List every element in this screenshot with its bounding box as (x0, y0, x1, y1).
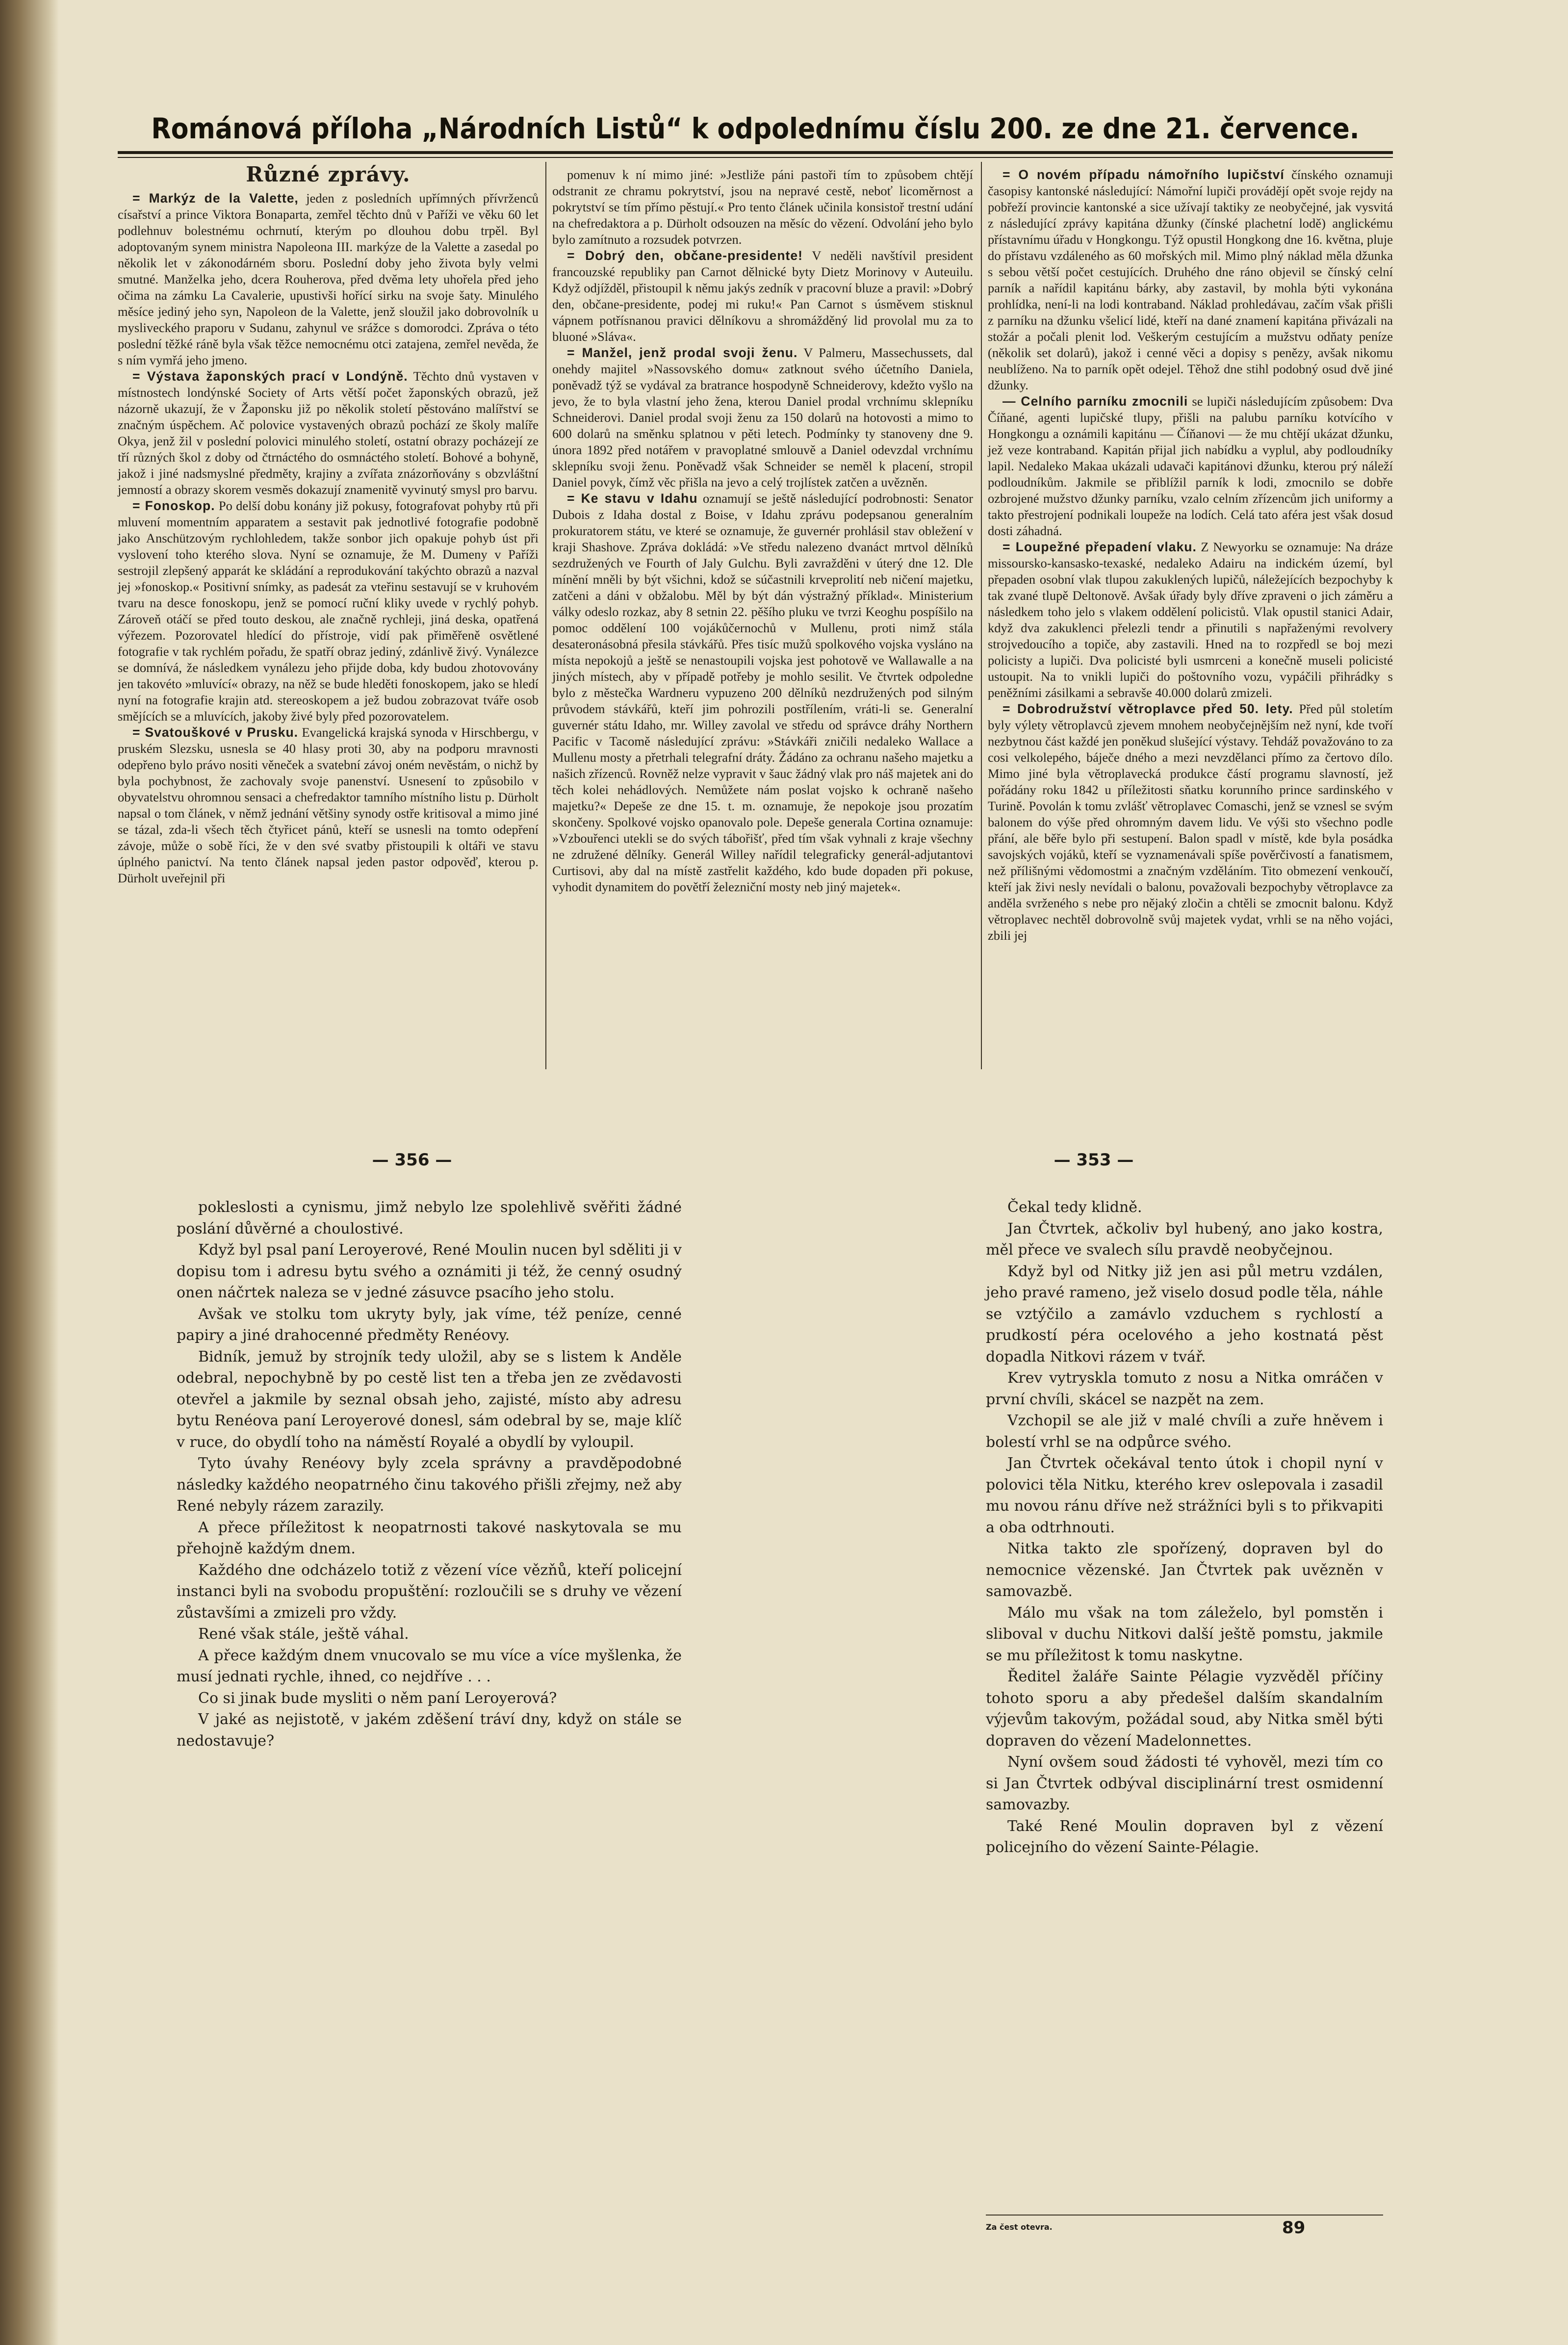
news-item (988, 393, 1393, 539)
story-paragraph: Když byl od Nitky již jen asi půl metru vzdálen, jeho pravé rameno, jež viselo dosud podle těla, náhle se vztýčilo a zamávlo vzduchem s rychlostí a prudkostí péra ocelového a jeho kostnatá pěst dopadla Nitkovi rázem v tvář. (986, 1263, 1383, 1366)
news-item-text: V neděli navštívil president francouzské republiky pan Carnot dělnické byty Dietz Morinovy v Auteuilu. Když odjížděl, přistoupil k němu jakýs zedník v pracovní bluze a pravil: »Dobrý den, občane-presidente, podej mi ruku!« Pan Carnot s úsměvem stisknul vápnem potřísnanou pravici dělníkovu a shromážděný lid provolal mu za to bluoné »Sláva«. (552, 248, 973, 344)
news-item-heading: = Výstava žaponských prací v Londýně. (132, 369, 408, 384)
news-item-heading: = Svatouškové v Prusku. (132, 725, 299, 740)
news-item (988, 539, 1393, 701)
news-item-text: Po delší dobu konány již pokusy, fotografovat pohyby rtů při mluvení momentním apparatem a sestavit pak jednotlivé fotografie podobně jako Anschützovým rychlohledem, takže sonbor jich opakuje pohyb úst při vyslovení toho kterého slova. Nyní se oznamuje, že M. Dumeny v Paříži sestrojil zlepšený apparát ke skládání a reprodukování takýchto obrazů a nazval jej »fonoskop.« Positivní snímky, as padesát za vteřinu sestavují se v kruhovém tvaru na desce fonoskopu, jenž se pomocí ruční kliky uvede v rychlý pohyb. Zároveň otáčí se před touto deskou, ale značně rychleji, jiná deska, opatřená výřezem. Pozorovatel hledící do přístroje, vidí pak přiměřeně osvětlené fotografie v tak rychlém pořadu, že spatří obraz jediný, zdánlivě živý. Vynálezce se domnívá, že následkem vynálezu jeho přijde doba, kdy budou zhotovovány jen takovéto »mluvící« obrazy, na něž se bude hleděti fonoskopem, jako se hledí nyní na fotografie krajin atd. stereoskopem a jež budou zobrazovat tváře osob smějících se a mluvících, jakoby živé byly před pozorovatelem. (118, 498, 539, 723)
footer-note: Za čest otevra. (986, 2222, 1053, 2232)
book-gutter (0, 0, 59, 2345)
story-paragraph: Ředitel žaláře Sainte Pélagie vyzvěděl příčiny tohoto sporu a aby předešel dalším skandalním výjevům takovým, požádal soud, aby Nitka směl býti dopraven do vězení Madelonnettes. (986, 1668, 1383, 1750)
header-rule-thin (118, 157, 1393, 158)
page-header: Románová příloha „Národních Listů“ k odpolednímu číslu 200. ze dne 21. července. (151, 112, 1360, 145)
story-paragraph: Co si jinak bude mysliti o něm paní Leroyerová? (198, 1689, 557, 1707)
folio-number: 89 (1282, 2218, 1306, 2238)
page-number-left: — 356 — (372, 1150, 452, 1170)
story-paragraph: Nyní ovšem soud žádosti té vyhověl, mezi tím co si Jan Čtvrtek odbýval disciplinární trest osmidenní samovazby. (986, 1753, 1383, 1813)
story-paragraph: Také René Moulin dopraven byl z vězení policejního do vězení Sainte-Pélagie. (986, 1817, 1383, 1856)
news-item-heading: = O novém případu námořního lupičství (1002, 167, 1285, 182)
news-item (118, 724, 539, 886)
news-item-heading: = Markýz de la Valette, (132, 191, 299, 206)
story-paragraph: pokleslosti a cynismu, jimž nebylo lze spolehlivě svěřiti žádné poslání důvěrné a choulostivé. (177, 1199, 682, 1237)
news-item (552, 167, 973, 248)
story-paragraph: A přece příležitost k neopatrnosti takové naskytovala se mu přehojně každým dnem. (177, 1519, 682, 1557)
story-paragraph: Každého dne odcházelo totiž z vězení více vězňů, kteří policejní instanci byli na svobodu propuštění: rozloučili se s druhy ve vězení zůstavšími a zmizeli pro vždy. (177, 1561, 682, 1622)
story-paragraph: Bidník, jemuž by strojník tedy uložil, aby se s listem k Anděle odebral, nepochybně by po cestě list ten a třeba jen ze zvědavosti otevřel a jakmile by seznal obsah jeho, zajisté, místo aby adresu bytu Renéova paní Leroyerové donesl, sám odebral by se, maje klíč v ruce, do obydlí toho na náměstí Royalé a obydlí by vyloupil. (177, 1348, 682, 1451)
story-paragraph: Čekal tedy klidně. (1007, 1199, 1142, 1216)
news-item (118, 368, 539, 498)
news-item-text: V Palmeru, Massechussets, dal onehdy majitel »Nassovského domu« zatknout svého účetního Daniela, poněvadž týž se vydával za bratrance hospodyně Schneiderovy, kdežto vyšlo na jevo, že to byla vlastní jeho žena, kterou Daniel prodal vrchnímu sklepníku Schneiderovi. Daniel prodal svoji ženu za 150 dolarů na hotovosti a mimo to 600 dolarů na směnku splatnou v pěti letech. Podmínky ty stanoveny dne 9. února 1892 před notářem v pravoplatné smlouvě a Daniel odevzdal vrchnímu sklepníku svoji ženu. Poněvadž však Schneider se neměl k placení, stropil Daniel povyk, čímž věc přišla na jevo a celý trojlístek zatčen a uvězněn. (552, 345, 973, 490)
story-paragraph: Málo mu však na tom záleželo, byl pomstěn i sliboval v duchu Nitkovi další ještě pomstu, jakmile se mu příležitost k tomu naskytne. (986, 1604, 1383, 1664)
story-paragraph: Jan Čtvrtek, ačkoliv byl hubený, ano jako kostra, měl přece ve svalech sílu pravdě neobyčejnou. (986, 1220, 1383, 1259)
novel-column-right (986, 1197, 1383, 1858)
news-item-text: pomenuv k ní mimo jiné: »Jestliže páni pastoři tím to způsobem chtějí odstranit ze chramu pokrytství, jsou na nepravé cestě, neboť licoměrnost a pokrytství se tím přímo pěstují.« Pro tento článek učinila konsistoř trestní udání na chefredaktora a p. Dürholt odsouzen na měsíc do vězení. Odvolání jeho bylo bylo zamítnuto a rozsudek potvrzen. (552, 167, 973, 247)
news-column-1 (118, 162, 539, 886)
news-column-2 (552, 167, 973, 895)
news-item-text: Před půl stoletím byly výlety větroplavců zjevem mnohem neobyčejnějším než nyní, kde tvoří nezbytnou část každé jen poněkud slušející výstavy. Tehdáž považováno to za cosi velkolepého, báječe dného a mezi nevzdělanci přímo za čertovo dílo. Mimo jiné byla větroplavecká produkce částí programu slavností, jež pořádány roku 1842 u příležitosti sňatku korunního prince sardinského v Turině. Povolán k tomu zvlášť větroplavec Comaschi, jenž se vznesl se svým balonem do výše před ohromným davem lidu. Ve výši sto všechno podle přání, ale běře bylo při sestupení. Balon spadl v místě, kde byla posádka savojských vojáků, kteří se vyznamenávali spíše pověrčivostí a fanatismem, než přílišnými vědomostmi a značným vzděláním. Tito obmezení venkoučí, kteří jak živi nesly nevídali o balonu, považovali bezpochyby větroplavce za anděla svrženého s nebe pro nějaký zločin a chtěli se zmocnit balonu. Když větroplavec nechtěl dobrovolně svůj majetek vydat, vrhli se na něho vojáci, zbili jej (988, 701, 1393, 943)
story-paragraph: Tyto úvahy Renéovy byly zcela správny a pravděpodobné následky každého neopatrného činu takového přišli zřejmy, než aby René nebyly rázem zarazily. (177, 1455, 682, 1515)
news-item (552, 248, 973, 345)
news-item-text: Z Newyorku se oznamuje: Na dráze missoursko-kansasko-texaské, nedaleko Adairu na indickém území, byl přepaden osobní vlak tlupou zakuklených lupičů, náležejících bezpochyby k tak zvané tlupě Deltonově. Avšak úřady byly dříve zpraveni o jich záměru a následkem toho jelo s vlakem oddělení policistů. Vlak opustil stanici Adair, když dva zakuklenci přelezli tendr a přinutili s napřaženými revolvery strojvedoucího a topiče, aby zastavili. Hned na to rozpředl se boj mezi policisty a lupiči. Dva policisté byli usmrceni a konečně museli policisté ustoupit. Na to vnikli lupiči do poštovního vozu, vypáčili přihrádky s peněžními zásilkami a sebravše 40.000 dolarů zmizeli. (988, 540, 1393, 700)
news-item (988, 167, 1393, 393)
section-title: Různé zprávy. (246, 162, 411, 186)
story-paragraph: Když byl psal paní Leroyerové, René Moulin nucen byl sděliti ji v dopisu tom i adresu bytu svého a oznámiti ji též, že cenný osudný onen náčrtek naleza se v jedné zásuvce psacího jeho stolu. (177, 1241, 682, 1301)
news-item-heading: = Dobrý den, občane-presidente! (567, 248, 803, 263)
news-item (118, 498, 539, 724)
news-item (552, 490, 973, 895)
news-item-heading: — Celního parníku zmocnili (1002, 394, 1188, 409)
news-item-text: čínského oznamuji časopisy kantonské následující: Námořní lupiči provádějí opět svoje rejdy na pobřeží provincie kantonské a sice užívají taktiky ze neobyčejné, jak vysvitá z následující zprávy kapitána džunky (čínské plachetní lodě) anglickému přístavnímu úřadu v Hongkongu. Týž opustil Hongkong dne 16. května, pluje do přístavu vzdáleného as 60 mořských mil. Mimo plný náklad měla džunka s sebou větší počet cestujících. Druhého dne ráno objevil se čínský celní parník a nařídil kapitánu bárky, aby zastavil, by mohla býti vykonána prohlídka, není-li na lodi kontraband. Náklad prohledávau, začím však přišli z parníku na džunku všelicí lidé, kteří na dané znamení kapitána přivázali na stožár a počali plenit lod. Veškerým cestujícím a mužstvu odňaty peníze (několik set dolarů), jakož i cenné věci a dopisy s penězy, avšak nikomu neublíženo. Na to parník opět odejel. Těhož dne stihl podobný osud dvě jiné džunky. (988, 167, 1393, 392)
story-paragraph: Jan Čtvrtek očekával tento útok i chopil nyní v polovici těla Nitku, kterého krev oslepovala i zasadil mu novou ránu dříve než strážníci byli s to přikvapiti a oba odtrhnouti. (986, 1455, 1383, 1536)
news-item-text: jeden z posledních upřímných přívrženců císařství a prince Viktora Bonaparta, zemřel těchto dnů v Paříži ve věku 60 let podlehnuv bolestnému ochrnutí, kterým po dlouhou dobu trpěl. Byl adoptovaným synem ministra Napoleona III. markýze de la Valette a zasedal po několik let v zákonodárném sboru. Poslední doby jeho života byly velmi smutné. Manželka jeho, dcera Rouherova, před dvěma lety uhořela před jeho očima na zámku La Cavalerie, upustivši hořící sirku na svoje šaty. Minulého měsíce jediný jeho syn, Napoleon de la Valette, jenž sloužil jako dobrovolník u mysliveckého praporu v Sudanu, zahynul ve srážce s domorodci. Zpráva o této poslední těžké ráně byla však těžce nemocnému otci zatajena, zemřel nevěda, že s ním vymřá jeho jmeno. (118, 191, 539, 367)
news-item-text: se lupiči následujícím způsobem: Dva Číňané, agenti lupičské tlupy, přišli na palubu parníku kotvícího v Hongkongu a oznámili kapitánu — Číňanovi — že mu chtějí ukázat džunku, jež veze kontraband. Kapitán přijal jich nabídku a vyplul, aby podloudníky lapil. Nedaleko Makaa ukázali udavači kapitánovi džunku, kterou prý náleží podloudníkům. Jakmile se přiblížil parník k lodi, zmocnilo se dobře ozbrojené mužstvo džunky parníku, vzalo celním zřízencům jich uniformy a takto přestrojení podnikali loupeže na lodích. Celá tato aféra jest však dosud dosti záhadná. (988, 394, 1393, 538)
page-number-right: — 353 — (1054, 1150, 1134, 1170)
novel-column-left (177, 1197, 682, 1752)
news-item-text: Evangelická krajská synoda v Hirschbergu, v pruském Slezsku, usnesla se 40 hlasy proti 30, aby na podporu mravnosti odepřeno bylo právo nositi věneček a svatební závoj oném nevěstám, o nichž by byla pochybnost, že zachovaly svoje panenství. Usnesení to způsobilo v obyvatelstvu ohromnou sensaci a chefredaktor tamního místního listu p. Dürholt napsal o tom článek, v němž jednání většiny synody ostře kritisoval a mimo jiné se tázal, zda-li všech těch čtyřicet pánů, kteří se usnesli na tomto odepření závoje, může o sobě říci, že v den své svatby přistoupili k oltáři ve stavu úplného panictví. Na tento článek napsal jeden pastor odpověď, kterou p. Dürholt uveřejnil při (118, 725, 539, 885)
news-item-heading: = Manžel, jenž prodal svoji ženu. (567, 345, 798, 360)
news-item (118, 190, 539, 368)
news-item-heading: = Loupežné přepadení vlaku. (1002, 540, 1197, 554)
story-paragraph: Nitka takto zle spořízený, dopraven byl do nemocnice vězenské. Jan Čtvrtek pak uvězněn v samovazbě. (986, 1540, 1383, 1600)
story-paragraph: V jaké as nejistotě, v jakém zděšení tráví dny, když on stále se nedostavuje? (177, 1711, 682, 1750)
story-paragraph: Vzchopil se ale již v malé chvíli a zuře hněvem i bolestí vrhl se na odpůrce svého. (986, 1412, 1383, 1451)
news-item (552, 345, 973, 490)
news-item-heading: = Fonoskop. (132, 498, 215, 513)
story-paragraph: Krev vytryskla tomuto z nosu a Nitka omráčen v první chvíli, skácel se nazpět na zem. (986, 1369, 1383, 1408)
story-paragraph: René však stále, ještě váhal. (198, 1625, 409, 1643)
column-divider (981, 162, 982, 1069)
news-item-heading: = Dobrodružství větroplavce před 50. lety. (1002, 701, 1293, 716)
news-item-heading: = Ke stavu v Idahu (567, 491, 698, 506)
story-paragraph: A přece každým dnem vnucovalo se mu více a více myšlenka, že musí jednati rychle, ihned, co nejdříve . . . (177, 1647, 682, 1685)
news-item-text: Těchto dnů vystaven v místnostech londýnské Society of Arts větší počet žaponských obrazů, jež názorně ukazují, že v Žaponsku již po několik století pěstováno malířství se značným úspěchem. Ač polovice vystavených obrazů pochází ze školy malíře Okya, jenž žil v poslední polovici minulého století, ostatní obrazy pocházejí ze tří různých škol z doby od čtrnáctého do osmnáctého století. Bohové a bohyně, jakož i jiné nadsmyslné předměty, krajiny a zvířata znázorňovány s obzvláštní jemností a obrazy skorem vesměs dokazují znamenitě vyvinutý smysl pro barvu. (118, 369, 539, 497)
column-divider (545, 162, 546, 1069)
header-rule-thick (118, 151, 1393, 154)
news-column-3 (988, 167, 1393, 944)
story-paragraph: Avšak ve stolku tom ukryty byly, jak víme, též peníze, cenné papiry a jiné drahocenné předměty Renéovy. (177, 1305, 682, 1344)
signature-rule (986, 2215, 1383, 2216)
news-item (988, 701, 1393, 944)
news-item-text: oznamují se ještě následující podrobnosti: Senator Dubois z Idaha dostal z Boise, v Idahu zprávu podepsanou generalním prokuratorem státu, ve které se oznamuje, že guvernér prohlásil stav obležení v kraji Shashove. Zpráva dokládá: »Ve středu nalezeno dvanáct mrtvol dělníků sezdružených ve Fourth of Jaly Gulchu. Byli zavražděni v úterý dne 12. Dle mínění mněli by být všichni, kdož se súčastnili krveprolití neb ničení majetku, zatčeni a dáni v obžalobu. Měl by být dán výstražný příklad«. Ministerium války odeslo rozkaz, aby 8 setnin 22. pěšího pluku ve tvrzi Keoghu pospíšilo na pomoc oddělení 100 vojákůčernochů v Mullenu, proti nimž stála desateronásobná přesila stávkářů. Přes tisíc mužů spolkového vojska vysláno na místa nepokojů a ještě se nenastoupili vojska jest pohotově ve Wallawalle a na jiných místech, aby v případě potřeby je mohlo sesilit. Ve čtvrtek odpoledne bylo z městečka Wardneru vypuzeno 200 dělníků nezdružených pod silným průvodem stávkářů, kteří jim pohrozili postřílením, vráti-li se. Generalní guvernér státu Idaho, mr. Willey zavolal ve středu od správce dráhy Northern Pacific v Tacomě následující zprávu: »Stávkáři zničili nedaleko Wallace a Mullenu mosty a přetrhali telegrafní dráty. Žádáno za ochranu našeho majetku a našich zřízenců. Rovněž nelze vypravit v šauc žádný vlak pro náš majetek ani do těch kolei nehádlových. Nemůžete nám poslat vojsko k ochraně našeho majetku?« Depeše ze dne 15. t. m. oznamuje, že nepokoje jsou prozatím skončeny. Spolkové vojsko opanovalo pole. Depeše generala Cortina oznamuje: »Vzbouřenci utekli se do svých tábořišť, před tím však vyhnali z kraje všechny ne združené dělníky. Generál Willey nařídil telegraficky generál-adjutantovi Curtisovi, aby dal na místě zastřelit každého, kdo bude dopaden při pokuse, vyhodit dynamitem do povětří železniční mosty neb jiný majetek«. (552, 491, 973, 894)
